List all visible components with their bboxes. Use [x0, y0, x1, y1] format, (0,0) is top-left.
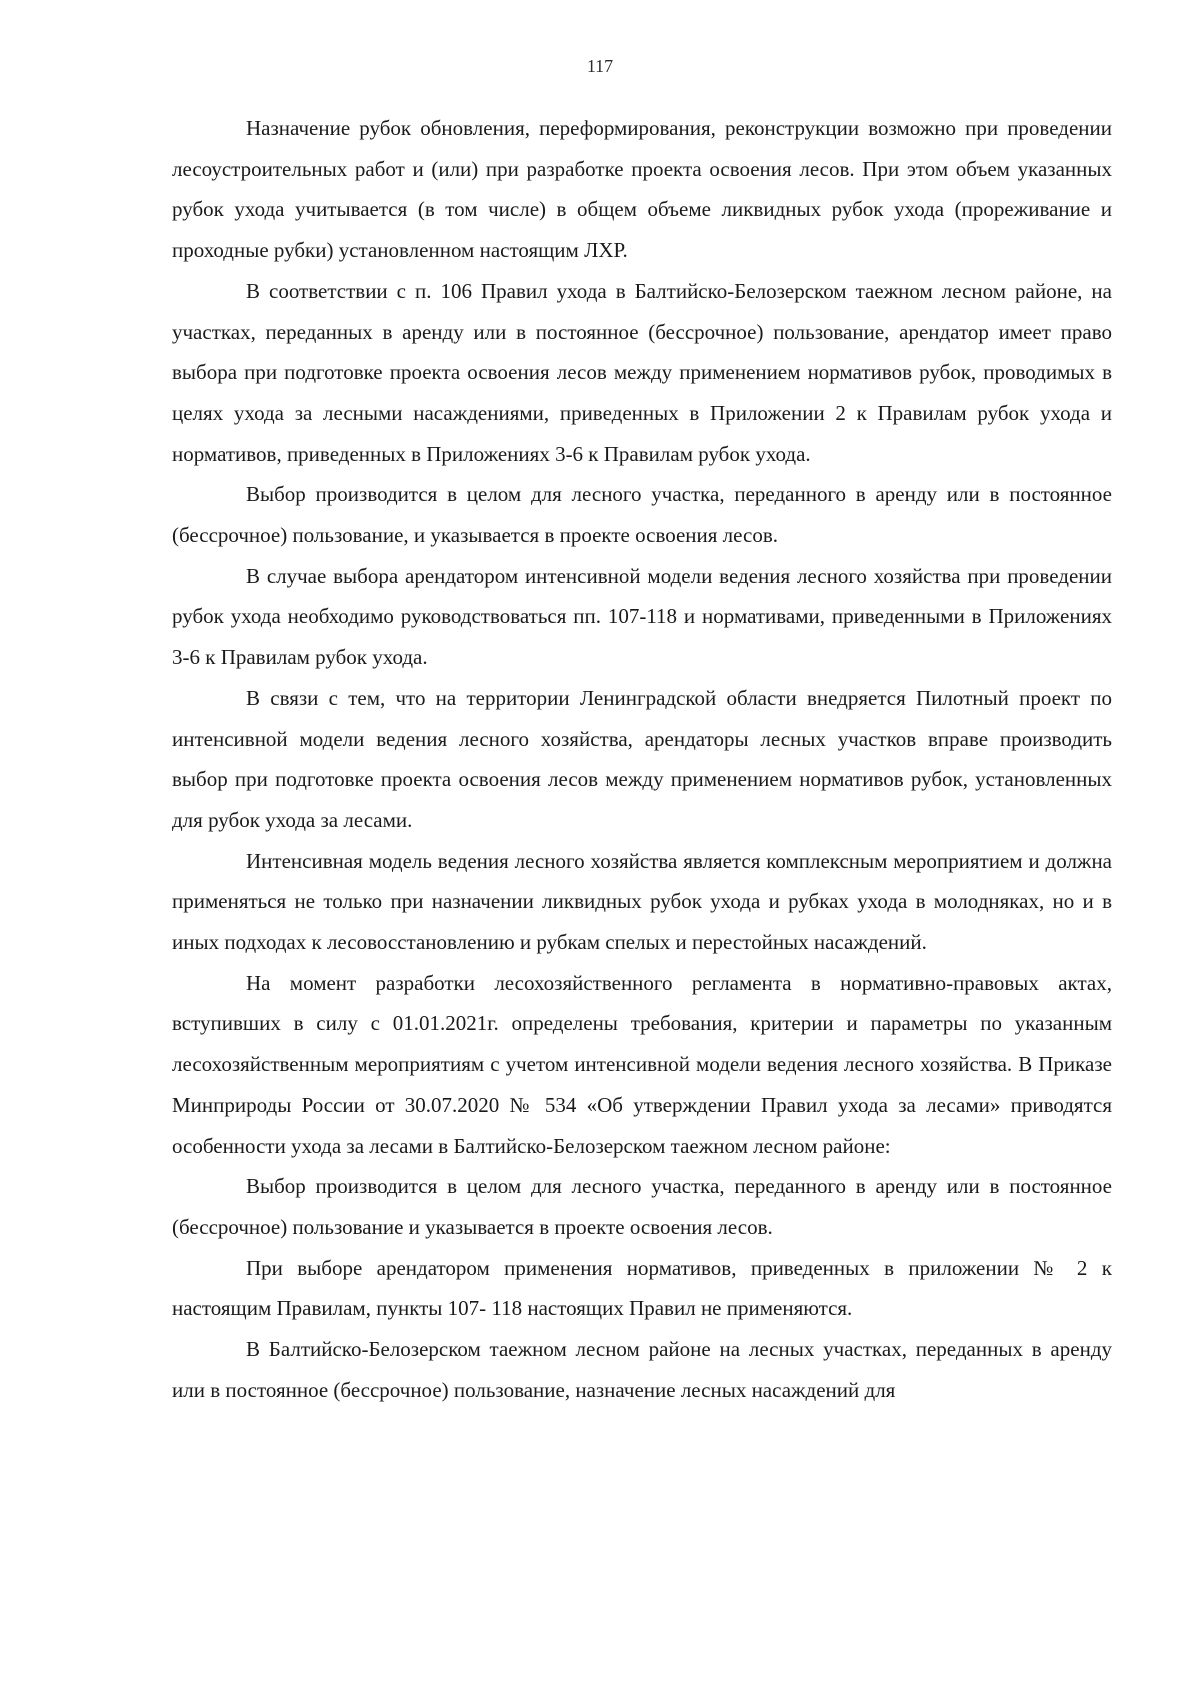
page-number: 117 [586, 56, 614, 76]
document-body [172, 108, 1112, 1411]
paragraph: На момент разработки лесохозяйственного регламента в нормативно-правовых актах, вступивших в силу с 01.01.2021г. определены требования, критерии и параметры по указанным лесохозяйственным мероприятиям с учетом интенсивной модели ведения лесного хозяйства. В Приказе Минприроды России от 30.07.2020 № 534 «Об утверждении Правил ухода за лесами» приводятся особенности ухода за лесами в Балтийско-Белозерском таежном лесном районе: [172, 970, 1112, 1158]
paragraph: В случае выбора арендатором интенсивной модели ведения лесного хозяйства при проведении рубок ухода необходимо руководствоваться пп. 107-118 и нормативами, приведенными в Приложениях 3-6 к Правилам рубок ухода. [172, 563, 1112, 670]
paragraph: При выборе арендатором применения нормативов, приведенных в приложении № 2 к настоящим Правилам, пункты 107- 118 настоящих Правил не применяются. [172, 1255, 1112, 1321]
paragraph: В Балтийско-Белозерском таежном лесном районе на лесных участках, переданных в аренду или в постоянное (бессрочное) пользование, назначение лесных насаждений для [172, 1337, 1112, 1402]
paragraph: Назначение рубок обновления, переформирования, реконструкции возможно при проведении лесоустроительных работ и (или) при разработке проекта освоения лесов. При этом объем указанных рубок ухода учитывается (в том числе) в общем объеме ликвидных рубок ухода (прореживание и проходные рубки) установленном настоящим ЛХР. [172, 116, 1112, 263]
paragraph: В связи с тем, что на территории Ленинградской области внедряется Пилотный проект по интенсивной модели ведения лесного хозяйства, арендаторы лесных участков вправе производить выбор при подготовке проекта освоения лесов между применением нормативов рубок, установленных для рубок ухода за лесами. [172, 685, 1112, 832]
paragraph: Выбор производится в целом для лесного участка, переданного в аренду или в постоянное (бессрочное) пользование и указывается в проекте освоения лесов. [172, 1174, 1112, 1239]
paragraph: Интенсивная модель ведения лесного хозяйства является комплексным мероприятием и должна применяться не только при назначении ликвидных рубок ухода и рубках ухода в молодняках, но и в иных подходах к лесовосстановлению и рубкам спелых и перестойных насаждений. [172, 848, 1112, 955]
paragraph: Выбор производится в целом для лесного участка, переданного в аренду или в постоянное (бессрочное) пользование, и указывается в проекте освоения лесов. [172, 482, 1112, 548]
paragraph: В соответствии с п. 106 Правил ухода в Балтийско-Белозерском таежном лесном районе, на участках, переданных в аренду или в постоянное (бессрочное) пользование, арендатор имеет право выбора при подготовке проекта освоения лесов между применением нормативов рубок, проводимых в целях ухода за лесными насаждениями, приведенных в Приложении 2 к Правилам рубок ухода и нормативов, приведенных в Приложениях 3-6 к Правилам рубок ухода. [172, 278, 1112, 466]
